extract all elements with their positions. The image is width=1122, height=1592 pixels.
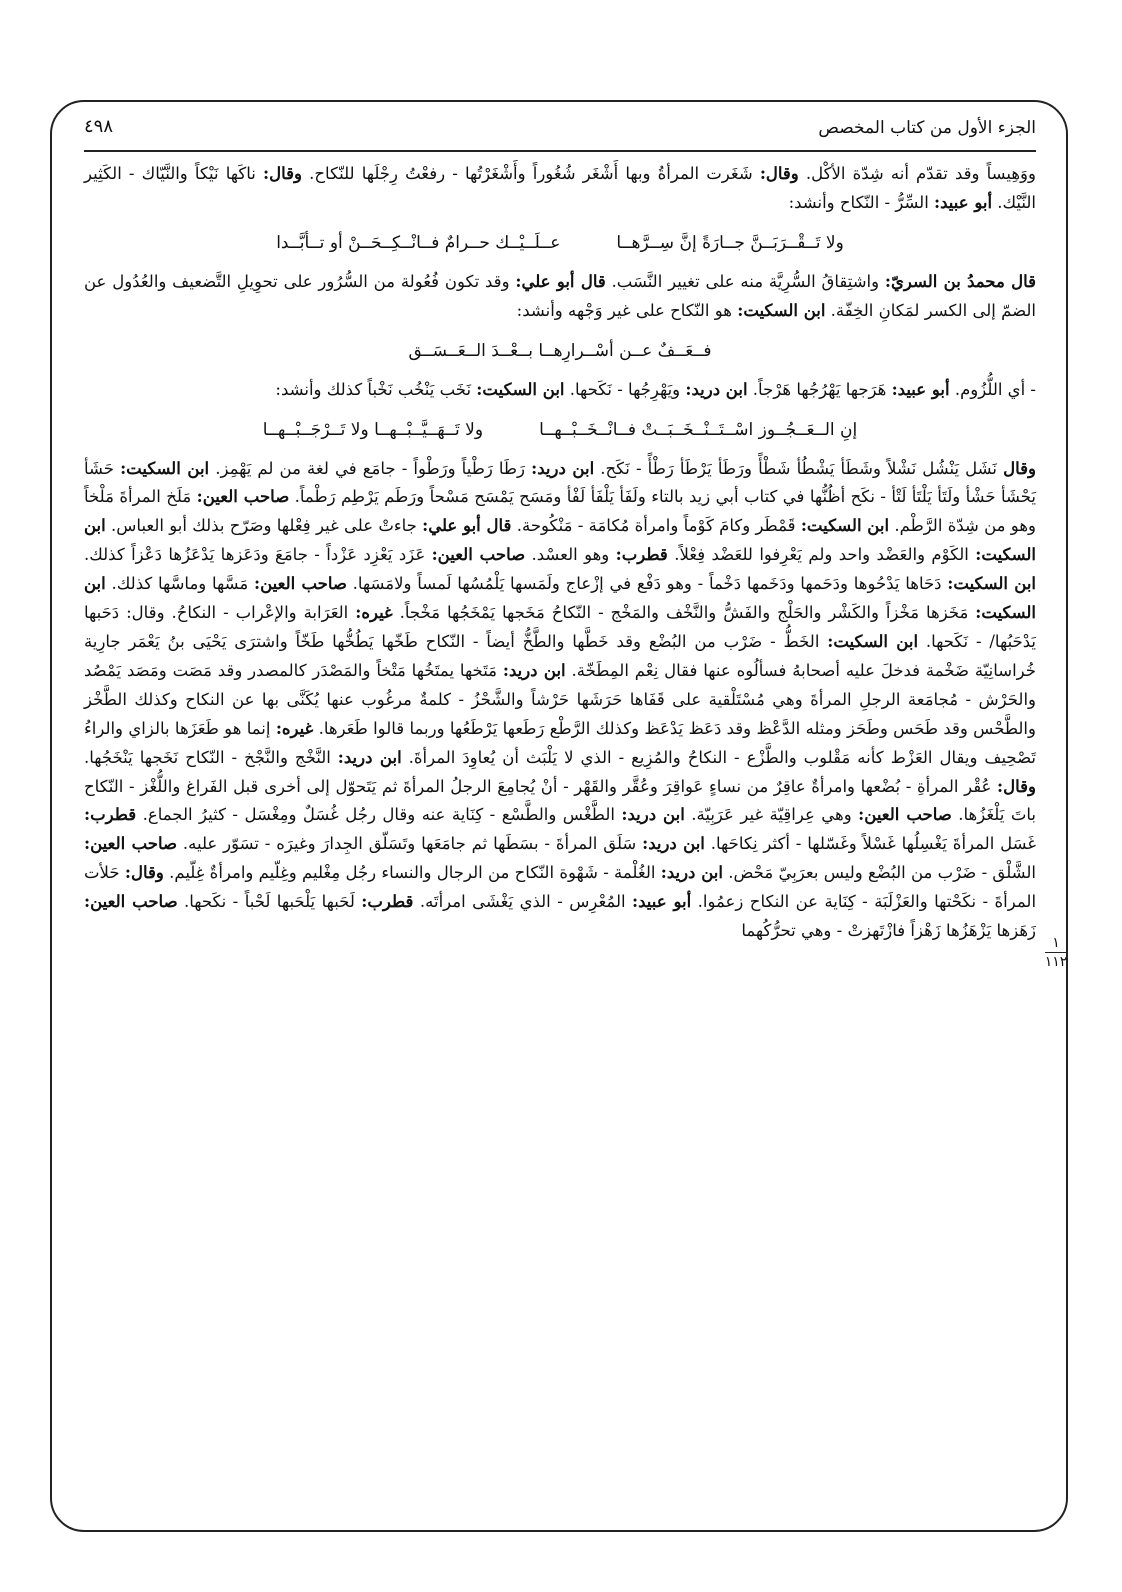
verse-1-first-hemistich: ولا تَــقْــرَبَــنَّ جــارَةً إنَّ سِــرَّهــا xyxy=(616,232,844,253)
text-run: شَغَرت المرأةُ وبها أَشْغَر شُغُوراً وأَشْغَرْتُها - رفعْتُ رِجْلَها للنّكاح. xyxy=(301,164,760,183)
main-text xyxy=(84,160,1036,946)
source-attribution: ابن دريد: xyxy=(660,863,723,883)
source-attribution: وقال xyxy=(1003,458,1036,478)
text-run: سَلَق المرأةَ - بسَطَها ثم جامَعَها وتَسَلّق الجِدارَ وغيرَه - تسَوّر عليه. xyxy=(177,834,643,854)
verse-1-second-hemistich: عــلَــيْــك حــرامٌ فــانْــكِــحَــنْ أو تــأبَّــدا xyxy=(276,232,561,253)
source-attribution: قطرب: xyxy=(361,892,414,912)
text-run: ووَهِيساً وقد تقدّم أنه شِدّة الأكْل. xyxy=(798,164,1036,183)
text-run: دَحَاها يَدْحُوها ودَحَمها ودَخَمها دَخْماً - وهو دَفْع في إزْعاج ولَمَسها يَلْمُسُها لَمساً ولامَسَها. xyxy=(346,574,948,594)
text-run: واشتِقاقُ السُّرِيَّة منه على تغيير النَّسَب. xyxy=(605,271,885,291)
text-run: الغُلْمة - شَهْوة النّكاح من الرجال والنساء رجُل مِغْليم وغِلّيم وامرأةٌ غِلّيم. xyxy=(163,863,661,883)
text-run: الخَطُّ - ضَرْب من البُضْع وقد خَطَّها والطَّخُّ أيضاً - النّكاح طَخّها يَطُخُّها طَخّاً واشترَى يَحْيَى بنُ يَعْمَر جارِية خُراسانِيّة ضَخْمة فدخلَ عليه أصحابهُ فسألُوه عنها فقال نِعْم المِطَخّة. xyxy=(84,631,1036,680)
verse-1 xyxy=(84,228,1036,258)
page-number: ٤٩٨ xyxy=(84,116,114,137)
text-run: وهو العسْد. xyxy=(525,545,616,565)
margin-note-numerator: ١ xyxy=(1052,935,1060,951)
source-attribution: أبو عبيد: xyxy=(632,892,692,912)
source-attribution: قطرب: xyxy=(84,805,137,825)
source-attribution: غيره: xyxy=(275,718,314,738)
source-attribution: أبو عبيد: xyxy=(891,379,950,399)
text-run: الكَوْم والعَضْد واحد ولم يَعْرِفوا للعَضْد فِعْلاً. xyxy=(667,545,976,565)
source-attribution: ابن السكيت: xyxy=(120,458,210,478)
source-attribution: غيره: xyxy=(355,603,393,623)
source-attribution: ابن السكيت: xyxy=(947,574,1036,594)
text-run: العَرَابة والإعْراب - النكاحُ. وقال: دَحَبها يَدْحَبُها/ - نَكَحها. xyxy=(84,603,1036,651)
text-run: هَرَجها يَهْرُجُها هَرْجاً. xyxy=(747,379,892,399)
source-attribution: صاحب العين: xyxy=(84,892,178,912)
source-attribution: ابن دريد: xyxy=(642,834,705,854)
text-run: وقد تكون فُعُولة من السُّرُور على تحوِيلِ التَّضعيف والعُدُول عن الضمّ إلى الكسر لمَكانِ الخِفّة. xyxy=(84,271,1036,320)
paragraph-2 xyxy=(84,268,1036,326)
text-run: مَخَزها مَخْزاً والكَشْر والحَلْج والفَشُّ والنَّخْف والمَخْج - النّكاحُ مَخَجها يَمْخَجُها مَخْجاً. xyxy=(392,603,976,623)
text-run: جاءتْ على غير فِعْلها وصَرّح بذلك أبو العباس. xyxy=(105,516,423,536)
text-run: مَتَخها يمتَخُها مَتْخاً والمَصْدَر كالمصدر وقد مَصَت ومَصَد يَمْصُد والحَرْش - مُجامَعة الرجلِ المرأةَ وهي مُسْتَلْقية على قَفَاها حَرَشَها حَرْشاً والشَّحْزُ - كلمةٌ مرغُوب عنها يُكَنَّى بها عن النكاح وكذلك الطَّخْز والطَّحْس وقد طَحَس وطَحَز ومثله الدَّعْظ وقد دَعَظ يَدْعَظ وكذلك الرَّطْع رَطَعها يَرْطَعُها وربما قالوا طَعَرها. xyxy=(84,660,1036,738)
source-attribution: صاحب العين: xyxy=(431,545,526,565)
margin-folio-note xyxy=(1042,935,1070,970)
source-attribution: قال أبو علي: xyxy=(515,271,606,291)
header-rule xyxy=(84,150,1036,152)
source-attribution: ابن السكيت: xyxy=(800,516,890,536)
text-run: حَلأت المرأةَ - نكَحْتها والعَزْلَبَة - كِنَاية عن النكاح زعمُوا. xyxy=(84,863,1037,912)
text-run: النَّخْج والنَّجْخ - النّكاح نَخَجها يَنْخَجُها. xyxy=(84,747,338,767)
text-run: السِّرُّ - النّكاح وأنشد: xyxy=(788,192,935,212)
verse-3-first-hemistich: إنِ الــعَــجُــوز اسْــتَــنْــخَــبَــتْ فــانْــخَــبْــهــا xyxy=(539,419,858,440)
text-run: عَزَد يَعْزِد عَزْداً - جامَعَ ودَعَزها يَدْعَزُها دَعْزاً كذلك. xyxy=(84,545,432,565)
source-attribution: ابن دريد: xyxy=(685,379,748,399)
text-run: عُقْر المرأةِ - بُضْعها وامرأةٌ عاقِرٌ من نساءٍ عَواقِرَ وعُقَّر والقَهْر - أنْ يُجامِعَ الرجلُ المرأةَ ثم يَتَحوّل إلى أخرى قبل الفَراغ واللُّغْز - النّكاح باتَ يَلْغَزُها. xyxy=(84,776,1036,825)
text-run: رَطَا رَطْياً ورَطْواً - جامَع في لغة من لم يَهْمِز. xyxy=(209,458,532,478)
margin-note-bar xyxy=(1045,952,1067,953)
text-run: مَلَخ المرأةَ مَلْخاً وهو من شِدّة الرَّطْم. xyxy=(84,487,1036,536)
text-run: ويَهْرِجُها - نَكَحها. xyxy=(564,379,686,399)
source-attribution: وقال: xyxy=(124,863,164,883)
source-attribution: ابن السكيت: xyxy=(827,631,919,651)
text-run: المُعْرِس - الذي يَغْشَى امرأتَه. xyxy=(413,892,633,912)
source-attribution: قال محمدُ بن السريّ: xyxy=(884,271,1036,291)
text-run: حَشَأ يَحْشَأ حَشْأ ولَتَأ يَلْتَأ لَتْأ - نكَح أظُنُّها في كتاب أبي زيد بالتاء ولَفَأ يَلْفَأ لَفْأ ومَسَح يَمْسَح مَسْحاً ورَطَم يَرْطِم رَطْماً. xyxy=(84,458,1037,507)
paragraph-3 xyxy=(84,376,1036,405)
source-attribution: صاحب العين: xyxy=(858,805,952,825)
paragraph-1 xyxy=(84,160,1036,218)
margin-note-denominator: ١١٢ xyxy=(1044,954,1068,970)
text-run: - أي اللُّزُوم. xyxy=(949,379,1036,399)
source-attribution: قطرب: xyxy=(615,545,668,565)
text-run: قَمْطَر وكامَ كَوْماً وامرأة مُكامَة - مَنْكُوحة. xyxy=(511,516,801,536)
verse-2 xyxy=(84,336,1036,366)
text-run: زَهَزها يَزْهَزُها زَهْزاً فازْتَهزتْ - وهي تحرُّكُهما xyxy=(741,921,1036,941)
text-run: إنما هو طَعَزَها بالزاي والراءُ تَصْحِيف ويقال العَزْط كأنه مَقْلوب والطَّزْع - النكاحُ والمُزِيع - الذي لا يَلْبَث أن يُعاوِدَ المرأةَ. xyxy=(84,718,1036,767)
source-attribution: صاحب العين: xyxy=(196,487,290,507)
source-attribution: ابن دريد: xyxy=(337,747,402,767)
text-run: وهي عِراقِيّة غير عَرَبِيّة. xyxy=(684,805,859,825)
source-attribution: ابن دريد: xyxy=(531,458,595,478)
text-run: مَسَّها وماسَّها كذلك. xyxy=(105,574,254,594)
text-run: لَحَبها يَلْحَبها لَحْباً - نكَحها. xyxy=(177,892,362,912)
text-run: الشَّلْق - ضَرْب من البُضْع وليس بعرَبِيّ مَحْض. xyxy=(722,863,1036,883)
paragraph-4 xyxy=(84,455,1036,946)
source-attribution: ابن دريد: xyxy=(502,660,566,680)
source-attribution: ابن السكيت: xyxy=(84,516,1036,565)
text-run: نَخَب يَنْخُب نَخْباً كذلك وأنشد: xyxy=(275,379,477,399)
source-attribution: صاحب العين: xyxy=(253,574,347,594)
source-attribution: ابن السكيت: xyxy=(737,300,826,320)
verse-2-line: فــعَــفٌ عــن أسْــرارِهــا بــعْــدَ الــعَــسَــق xyxy=(408,340,712,361)
verse-3-second-hemistich: ولا تَــهَــيَّــبْــهــا ولا تَــرْجَــبْــهــا xyxy=(262,419,484,440)
text-run: ناكَها نَيْكاً والنَّيّاك - الكَثِير النَّيْك. xyxy=(84,164,1036,212)
verse-3 xyxy=(84,415,1036,445)
source-attribution: ابن السكيت: xyxy=(476,379,565,399)
page-header xyxy=(84,112,1036,148)
running-title: الجزء الأول من كتاب المخصص xyxy=(818,118,1036,138)
text-run: غَسَل المرأةَ يَغْسِلُها غَسْلاً وغَسّلها - أكثر نِكاحَها. xyxy=(704,834,1037,854)
source-attribution: وقال: xyxy=(997,776,1036,796)
source-attribution: وقال: xyxy=(759,164,799,183)
source-attribution: أبو عبيد: xyxy=(934,192,993,212)
source-attribution: وقال: xyxy=(262,164,302,183)
text-run: هو النّكاح على غير وَجْهه وأنشد: xyxy=(516,300,738,320)
source-attribution: ابن دريد: xyxy=(621,805,685,825)
source-attribution: ابن السكيت: xyxy=(84,574,1036,623)
text-run: الطَّغْس والطَّسْع - كِنَاية عنه وقال رجُل غُسَلٌ ومِغْسَل - كثيرُ الجماع. xyxy=(136,805,622,825)
source-attribution: قال أبو علي: xyxy=(422,516,512,536)
source-attribution: صاحب العين: xyxy=(84,834,178,854)
text-run: نَشَل يَنْشُل نَشْلاً وشَطَأ يَشْطُأ شَطْأً ورَطَأ يَرْطَأ رَطْأً - نَكَح. xyxy=(594,458,1004,478)
